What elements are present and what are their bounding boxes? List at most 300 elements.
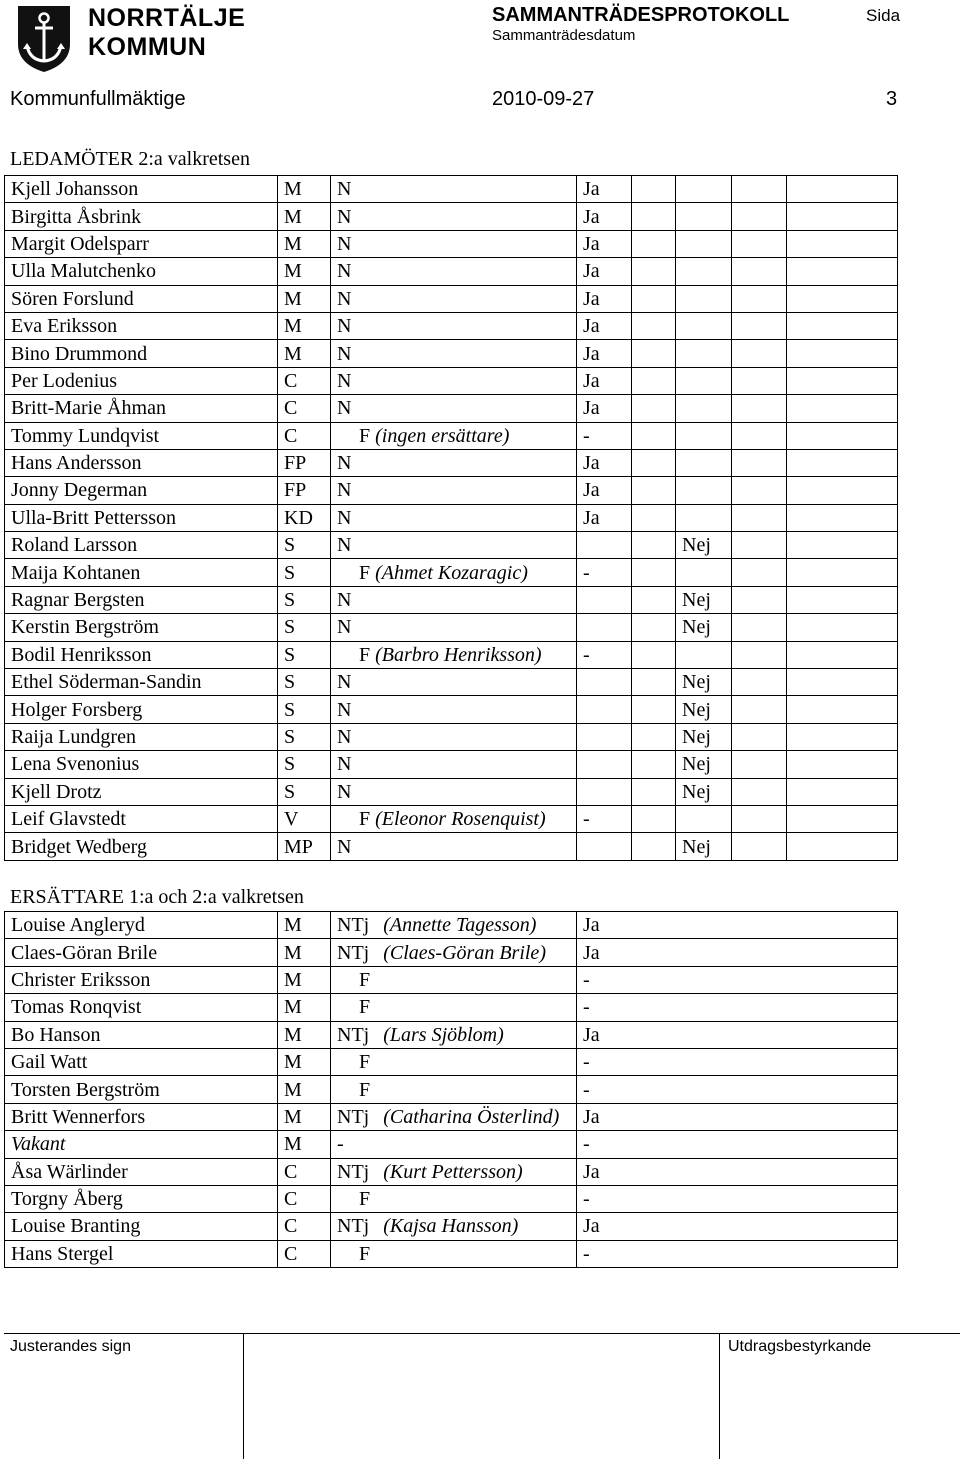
member-extra [732,203,787,230]
member-no [676,641,732,668]
member-extra [732,778,787,805]
member-no [676,395,732,422]
substitute-party: M [278,966,331,993]
member-status-cell [331,669,577,696]
substitute-name: Torgny Åberg [5,1185,278,1212]
member-party: S [278,559,331,586]
substitute-row [5,1131,898,1158]
member-status: N [337,780,352,803]
member-abstain [632,641,676,668]
substitute-replacement: (Kurt Pettersson) [383,1160,523,1183]
member-status: N [337,315,352,338]
substitute-party: M [278,939,331,966]
member-yes [577,751,632,778]
member-party: S [278,751,331,778]
member-status: N [337,589,352,612]
member-yes: Ja [577,312,632,339]
member-status-cell [331,751,577,778]
member-yes [577,532,632,559]
member-name: Hans Andersson [5,449,278,476]
member-no: Nej [676,669,732,696]
member-yes [577,723,632,750]
member-no: Nej [676,833,732,860]
member-status-cell [331,696,577,723]
substitute-status-cell [331,1185,577,1212]
member-no [676,176,732,203]
member-status-cell [331,203,577,230]
member-no [676,504,732,531]
member-extra [787,504,898,531]
member-extra [732,340,787,367]
member-yes [577,833,632,860]
member-extra [732,751,787,778]
member-status: F [359,808,371,831]
member-name: Birgitta Åsbrink [5,203,278,230]
member-extra [732,312,787,339]
substitute-status: F [359,1188,371,1211]
member-extra [732,422,787,449]
member-status: N [337,835,352,858]
member-row [5,367,898,394]
member-name: Margit Odelsparr [5,230,278,257]
member-extra [787,258,898,285]
member-party: MP [278,833,331,860]
substitute-vote: - [577,1076,898,1103]
substitute-row [5,1213,898,1240]
member-extra [732,504,787,531]
member-party: S [278,696,331,723]
member-name: Tommy Lundqvist [5,422,278,449]
member-status-cell [331,258,577,285]
member-yes: Ja [577,258,632,285]
substitute-status: F [359,1078,371,1101]
substitute-replacement: (Kajsa Hansson) [383,1215,519,1238]
member-abstain [632,504,676,531]
member-status: N [337,205,352,228]
member-yes [577,778,632,805]
municipality-line2: KOMMUN [88,33,207,61]
member-status: F [359,424,371,447]
substitute-name: Claes-Göran Brile [5,939,278,966]
substitute-status: NTj [337,941,370,964]
member-abstain [632,778,676,805]
substitute-vote: - [577,1048,898,1075]
member-no: Nej [676,696,732,723]
member-name: Ulla Malutchenko [5,258,278,285]
substitute-name: Bo Hanson [5,1021,278,1048]
meeting-date: 2010-09-27 [492,88,595,110]
member-yes: - [577,559,632,586]
substitute-party: C [278,1213,331,1240]
substitute-status-cell [331,1213,577,1240]
substitute-status-cell [331,1021,577,1048]
member-name: Ragnar Bergsten [5,586,278,613]
member-status-cell [331,586,577,613]
document-type: SAMMANTRÄDESPROTOKOLL [492,4,790,26]
member-abstain [632,176,676,203]
member-status-cell [331,312,577,339]
member-status-cell [331,833,577,860]
member-row [5,230,898,257]
member-status: N [337,178,352,201]
member-row [5,751,898,778]
member-name: Raija Lundgren [5,723,278,750]
member-no [676,312,732,339]
member-yes: Ja [577,395,632,422]
member-extra [732,258,787,285]
member-status: N [337,452,352,475]
substitute-status: NTj [337,1160,370,1183]
member-abstain [632,723,676,750]
member-row [5,641,898,668]
member-yes [577,614,632,641]
member-status: N [337,534,352,557]
member-status-cell [331,449,577,476]
substitute-status: F [359,996,371,1019]
member-yes: Ja [577,340,632,367]
substitute-vote: - [577,1131,898,1158]
member-substitute: (Ahmet Kozaragic) [375,561,528,584]
substitute-status-cell [331,1240,577,1267]
member-name: Per Lodenius [5,367,278,394]
substitute-status: F [359,968,371,991]
member-row [5,778,898,805]
substitute-party: C [278,1158,331,1185]
member-extra [732,395,787,422]
member-yes: - [577,641,632,668]
substitutes-table [4,911,898,1268]
substitute-name: Torsten Bergström [5,1076,278,1103]
member-no: Nej [676,723,732,750]
member-party: FP [278,449,331,476]
member-party: FP [278,477,331,504]
body-name: Kommunfullmäktige [10,88,186,110]
member-name: Sören Forslund [5,285,278,312]
substitute-name: Hans Stergel [5,1240,278,1267]
substitute-status: NTj [337,1215,370,1238]
substitute-party: M [278,994,331,1021]
members-table [4,175,898,861]
member-extra [787,833,898,860]
substitute-replacement: (Lars Sjöblom) [383,1023,504,1046]
member-party: C [278,395,331,422]
substitute-replacement: (Claes-Göran Brile) [383,941,546,964]
member-party: KD [278,504,331,531]
member-party: M [278,340,331,367]
footer-divider [719,1333,720,1459]
member-row [5,614,898,641]
substitute-row [5,1185,898,1212]
member-extra [787,312,898,339]
member-status-cell [331,641,577,668]
substitute-party: M [278,912,331,939]
member-party: M [278,203,331,230]
member-status: N [337,342,352,365]
member-status-cell [331,614,577,641]
substitute-row [5,1021,898,1048]
footer-divider [243,1333,244,1459]
member-party: M [278,285,331,312]
substitute-vote: Ja [577,912,898,939]
member-status-cell [331,367,577,394]
member-abstain [632,586,676,613]
member-extra [787,641,898,668]
member-yes [577,669,632,696]
member-party: M [278,176,331,203]
substitute-name: Louise Branting [5,1213,278,1240]
member-extra [787,532,898,559]
substitute-status-cell [331,1131,577,1158]
member-abstain [632,559,676,586]
member-yes: Ja [577,176,632,203]
member-no: Nej [676,532,732,559]
member-no [676,367,732,394]
member-name: Lena Svenonius [5,751,278,778]
member-extra [787,285,898,312]
member-yes [577,586,632,613]
member-status: F [359,561,371,584]
substitute-vote: Ja [577,1021,898,1048]
substitute-name: Åsa Wärlinder [5,1158,278,1185]
member-row [5,395,898,422]
member-abstain [632,449,676,476]
member-extra [732,696,787,723]
member-row [5,532,898,559]
substitute-name: Christer Eriksson [5,966,278,993]
member-extra [732,477,787,504]
substitute-row [5,1240,898,1267]
substitute-replacement: (Catharina Österlind) [383,1105,560,1128]
member-abstain [632,230,676,257]
member-status-cell [331,504,577,531]
substitute-vote: - [577,1185,898,1212]
member-yes: Ja [577,203,632,230]
member-party: S [278,586,331,613]
substitute-row [5,966,898,993]
member-extra [787,696,898,723]
substitute-vote: Ja [577,1158,898,1185]
member-name: Roland Larsson [5,532,278,559]
member-status-cell [331,559,577,586]
substitute-row [5,1076,898,1103]
members-heading: LEDAMÖTER 2:a valkretsen [10,148,250,170]
member-row [5,696,898,723]
member-no [676,422,732,449]
member-status: N [337,260,352,283]
substitute-vote: Ja [577,1213,898,1240]
member-no [676,449,732,476]
page-number: 3 [886,88,898,110]
member-name: Kjell Johansson [5,176,278,203]
substitute-row [5,1158,898,1185]
member-abstain [632,395,676,422]
member-substitute: (Barbro Henriksson) [375,643,542,666]
member-row [5,586,898,613]
member-party: M [278,312,331,339]
member-extra [732,449,787,476]
substitute-vote: - [577,1240,898,1267]
member-abstain [632,203,676,230]
member-abstain [632,833,676,860]
member-status: N [337,479,352,502]
member-party: C [278,367,331,394]
member-extra [787,778,898,805]
member-extra [787,449,898,476]
member-extra [787,477,898,504]
member-no [676,805,732,832]
member-yes: Ja [577,230,632,257]
member-row [5,449,898,476]
member-extra [787,586,898,613]
member-row [5,805,898,832]
member-party: S [278,614,331,641]
municipality-name [88,4,245,62]
member-abstain [632,477,676,504]
member-extra [787,805,898,832]
member-extra [732,285,787,312]
substitute-row [5,994,898,1021]
member-party: M [278,258,331,285]
member-party: S [278,532,331,559]
member-extra [787,340,898,367]
member-no [676,230,732,257]
member-extra [787,559,898,586]
member-status-cell [331,176,577,203]
substitute-status-cell [331,939,577,966]
member-extra [787,422,898,449]
member-status: N [337,753,352,776]
substitute-status-cell [331,1103,577,1130]
certification-label: Utdragsbestyrkande [728,1338,872,1355]
substitute-status-cell [331,1076,577,1103]
substitute-vote: Ja [577,939,898,966]
member-substitute: (ingen ersättare) [375,424,510,447]
substitutes-heading: ERSÄTTARE 1:a och 2:a valkretsen [10,886,304,908]
member-status: N [337,698,352,721]
member-status-cell [331,532,577,559]
member-status-cell [331,230,577,257]
substitute-party: M [278,1131,331,1158]
member-party: S [278,669,331,696]
member-extra [732,833,787,860]
substitute-name: Vakant [5,1131,278,1158]
member-name: Bridget Wedberg [5,833,278,860]
member-extra [732,559,787,586]
substitute-row [5,939,898,966]
member-status: N [337,397,352,420]
member-abstain [632,340,676,367]
member-no [676,285,732,312]
substitute-party: C [278,1185,331,1212]
member-row [5,422,898,449]
member-abstain [632,805,676,832]
substitute-status: NTj [337,1023,370,1046]
member-abstain [632,367,676,394]
member-extra [732,614,787,641]
member-party: S [278,723,331,750]
member-abstain [632,258,676,285]
substitute-status-cell [331,966,577,993]
member-name: Eva Eriksson [5,312,278,339]
member-extra [787,751,898,778]
member-name: Kjell Drotz [5,778,278,805]
member-status-cell [331,778,577,805]
substitute-status-cell [331,912,577,939]
member-yes: - [577,422,632,449]
substitute-party: M [278,1021,331,1048]
member-extra [787,367,898,394]
member-status: F [359,643,371,666]
member-yes: Ja [577,477,632,504]
member-status-cell [331,395,577,422]
member-abstain [632,751,676,778]
member-extra [787,614,898,641]
date-label: Sammanträdesdatum [492,27,636,44]
member-party: S [278,778,331,805]
member-row [5,258,898,285]
substitute-name: Gail Watt [5,1048,278,1075]
member-no: Nej [676,586,732,613]
member-name: Bino Drummond [5,340,278,367]
member-no [676,203,732,230]
footer-rule [4,1333,960,1334]
member-no: Nej [676,751,732,778]
member-abstain [632,422,676,449]
substitute-status-cell [331,994,577,1021]
substitute-name: Britt Wennerfors [5,1103,278,1130]
substitute-status: F [359,1242,371,1265]
member-no [676,258,732,285]
member-abstain [632,285,676,312]
member-status: N [337,506,352,529]
member-row [5,176,898,203]
member-name: Jonny Degerman [5,477,278,504]
substitute-vote: - [577,966,898,993]
member-party: V [278,805,331,832]
member-row [5,285,898,312]
member-row [5,504,898,531]
signature-label: Justerandes sign [10,1338,131,1355]
member-abstain [632,696,676,723]
substitute-status-cell [331,1048,577,1075]
member-extra [787,203,898,230]
member-extra [787,723,898,750]
member-name: Ulla-Britt Pettersson [5,504,278,531]
member-party: S [278,641,331,668]
member-row [5,833,898,860]
member-status: N [337,232,352,255]
member-row [5,559,898,586]
substitute-row [5,1048,898,1075]
substitute-status: NTj [337,1105,370,1128]
member-row [5,340,898,367]
member-extra [787,176,898,203]
member-row [5,312,898,339]
member-party: M [278,230,331,257]
member-row [5,723,898,750]
member-extra [732,586,787,613]
member-yes [577,696,632,723]
member-extra [732,367,787,394]
member-yes: Ja [577,449,632,476]
substitute-party: M [278,1048,331,1075]
member-yes: Ja [577,367,632,394]
member-extra [787,395,898,422]
substitute-row [5,1103,898,1130]
member-yes: Ja [577,285,632,312]
member-row [5,477,898,504]
municipality-crest-icon [14,4,74,74]
